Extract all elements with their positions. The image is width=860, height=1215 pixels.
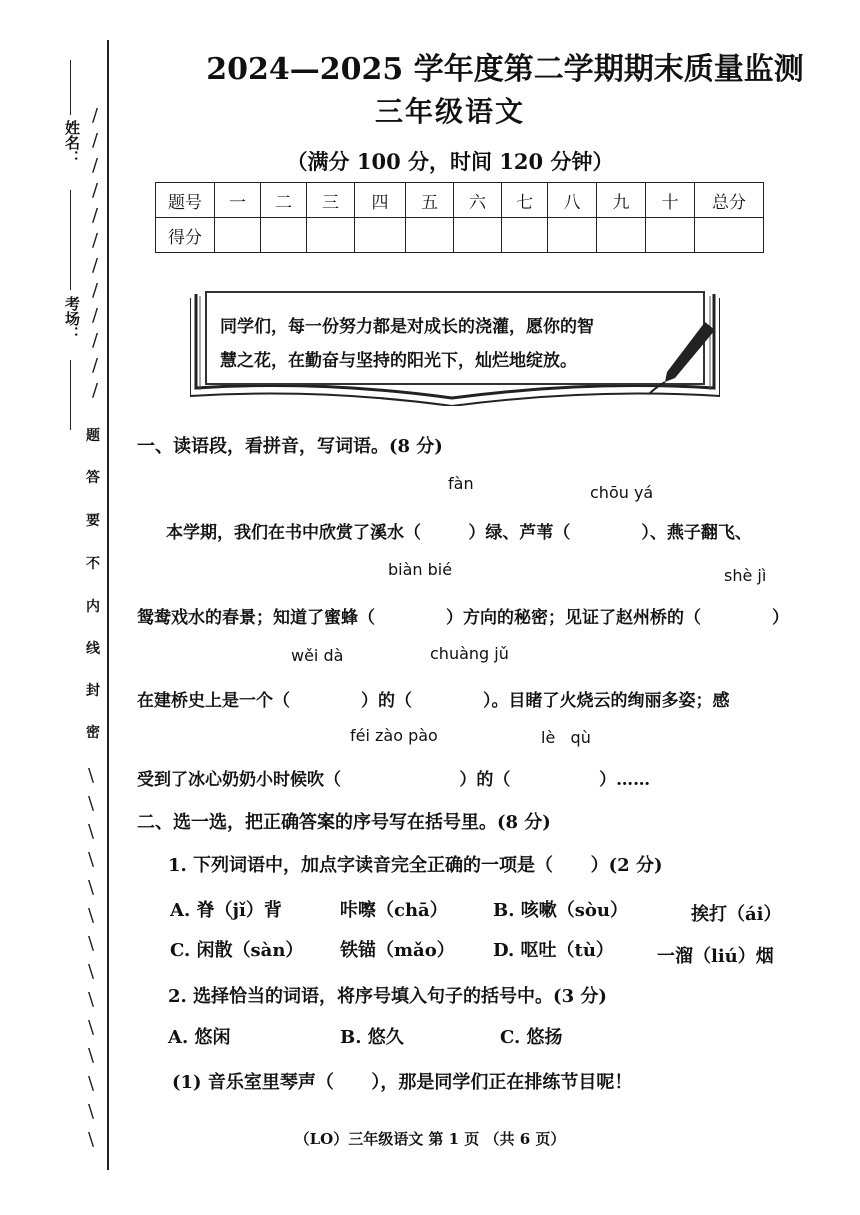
table-cell: 三 [307, 183, 355, 218]
seal-char: 题 [86, 428, 100, 444]
name-label: 姓名： [63, 120, 81, 165]
pinyin: fàn [448, 474, 474, 493]
slash-mark: / [92, 305, 99, 326]
table-cell: 六 [454, 183, 502, 218]
table-cell: 七 [502, 183, 548, 218]
slash-mark: / [92, 205, 99, 226]
banner-line-1: 同学们，每一份努力都是对成长的浇灌，愿你的智 [220, 317, 594, 337]
slash-mark: \ [88, 877, 95, 898]
question-2: 2. 选择恰当的词语，将序号填入句子的括号中。(3 分) [168, 986, 607, 1007]
score-table-header-row [156, 183, 764, 218]
seat-underline [70, 360, 71, 430]
option-b2: 挨打（ái） [691, 904, 782, 925]
section1-heading: 一、读语段，看拼音，写词语。(8 分) [137, 436, 443, 457]
seal-char: 答 [86, 470, 100, 486]
slash-mark: \ [88, 905, 95, 926]
score-cell[interactable] [406, 218, 454, 253]
score-table-score-row [156, 218, 764, 253]
exam-info: （满分 100 分，时间 120 分钟） [286, 149, 614, 174]
question-1: 1. 下列词语中，加点字读音完全正确的一项是（ ）(2 分) [168, 855, 663, 876]
binding-line [107, 40, 109, 1170]
pinyin: chōu yá [590, 483, 654, 502]
table-cell: 五 [406, 183, 454, 218]
pinyin: wěi dà [291, 646, 344, 665]
table-cell: 十 [646, 183, 695, 218]
slash-mark: \ [88, 765, 95, 786]
score-cell[interactable] [215, 218, 261, 253]
exam-room-label: 考场： [63, 296, 81, 341]
option-d1: D. 呕吐（tù） [493, 940, 614, 961]
slash-mark: / [92, 155, 99, 176]
score-cell[interactable] [454, 218, 502, 253]
score-cell[interactable] [261, 218, 307, 253]
table-cell: 八 [548, 183, 597, 218]
option-a2: 咔嚓（chā） [340, 900, 448, 921]
pinyin: shè jì [724, 566, 767, 585]
score-cell[interactable] [695, 218, 764, 253]
q2-option-a: A. 悠闲 [168, 1027, 231, 1048]
q2-option-b: B. 悠久 [340, 1027, 404, 1048]
pinyin: lè qù [541, 728, 591, 747]
exam-title: 2024—2025 学年度第二学期期末质量监测 [206, 52, 804, 87]
table-cell: 四 [355, 183, 406, 218]
banner-line-2: 慧之花，在勤奋与坚持的阳光下，灿烂地绽放。 [220, 351, 577, 371]
passage-line-1: 本学期，我们在书中欣赏了溪水（ ）绿、芦苇（ ）、燕子翻飞、 [166, 523, 752, 543]
slash-mark: / [92, 380, 99, 401]
section2-heading: 二、选一选，把正确答案的序号写在括号里。(8 分) [137, 812, 551, 833]
encouragement-banner [190, 288, 720, 406]
slash-mark: \ [88, 821, 95, 842]
option-d2: 一溜（liú）烟 [657, 946, 774, 967]
score-cell[interactable] [597, 218, 646, 253]
slash-mark: / [92, 230, 99, 251]
seal-char: 密 [86, 725, 100, 741]
option-b1: B. 咳嗽（sòu） [493, 900, 628, 921]
exam-room-underline [70, 190, 71, 290]
passage-line-4: 受到了冰心奶奶小时候吹（ ）的（ ）…… [137, 770, 651, 790]
slash-mark: / [92, 280, 99, 301]
score-table [155, 182, 764, 253]
option-a1: A. 脊（jǐ）背 [170, 900, 282, 921]
slash-mark: \ [88, 989, 95, 1010]
table-cell: 九 [597, 183, 646, 218]
score-cell[interactable] [548, 218, 597, 253]
slash-mark: / [92, 105, 99, 126]
slash-mark: / [92, 355, 99, 376]
slash-mark: \ [88, 1045, 95, 1066]
pinyin: féi zào pào [350, 726, 438, 745]
table-cell: 一 [215, 183, 261, 218]
table-cell: 题号 [156, 183, 215, 218]
score-cell[interactable] [502, 218, 548, 253]
slash-mark: \ [88, 1017, 95, 1038]
seal-char: 封 [86, 683, 100, 699]
score-cell[interactable] [307, 218, 355, 253]
seal-char: 线 [86, 641, 100, 657]
table-cell: 二 [261, 183, 307, 218]
table-cell: 总分 [695, 183, 764, 218]
subject-title: 三年级语文 [374, 95, 525, 128]
slash-mark: \ [88, 961, 95, 982]
slash-mark: \ [88, 849, 95, 870]
option-c2: 铁锚（mǎo） [340, 940, 455, 961]
slash-mark: / [92, 330, 99, 351]
slash-mark: \ [88, 1101, 95, 1122]
passage-line-3: 在建桥史上是一个（ ）的（ ）。目睹了火烧云的绚丽多姿；感 [137, 691, 730, 711]
table-cell: 得分 [156, 218, 215, 253]
slash-mark: \ [88, 1129, 95, 1150]
slash-mark: / [92, 130, 99, 151]
seal-char: 内 [86, 599, 100, 615]
seal-char: 不 [86, 556, 100, 572]
pinyin: biàn bié [388, 560, 453, 579]
score-cell[interactable] [355, 218, 406, 253]
slash-mark: / [92, 180, 99, 201]
score-cell[interactable] [646, 218, 695, 253]
slash-mark: \ [88, 793, 95, 814]
page-footer: （LO）三年级语文 第 1 页 （共 6 页） [294, 1130, 566, 1148]
pinyin: chuàng jǔ [430, 644, 509, 663]
passage-line-2: 鸳鸯戏水的春景；知道了蜜蜂（ ）方向的秘密；见证了赵州桥的（ ） [137, 608, 790, 628]
banner-text [220, 310, 660, 378]
slash-mark: \ [88, 1073, 95, 1094]
option-c1: C. 闲散（sàn） [170, 940, 304, 961]
q2-option-c: C. 悠扬 [500, 1027, 563, 1048]
slash-mark: / [92, 255, 99, 276]
seal-char: 要 [86, 513, 100, 529]
slash-mark: \ [88, 933, 95, 954]
q2-sentence-1: (1) 音乐室里琴声（ ），那是同学们正在排练节目呢！ [172, 1072, 633, 1093]
